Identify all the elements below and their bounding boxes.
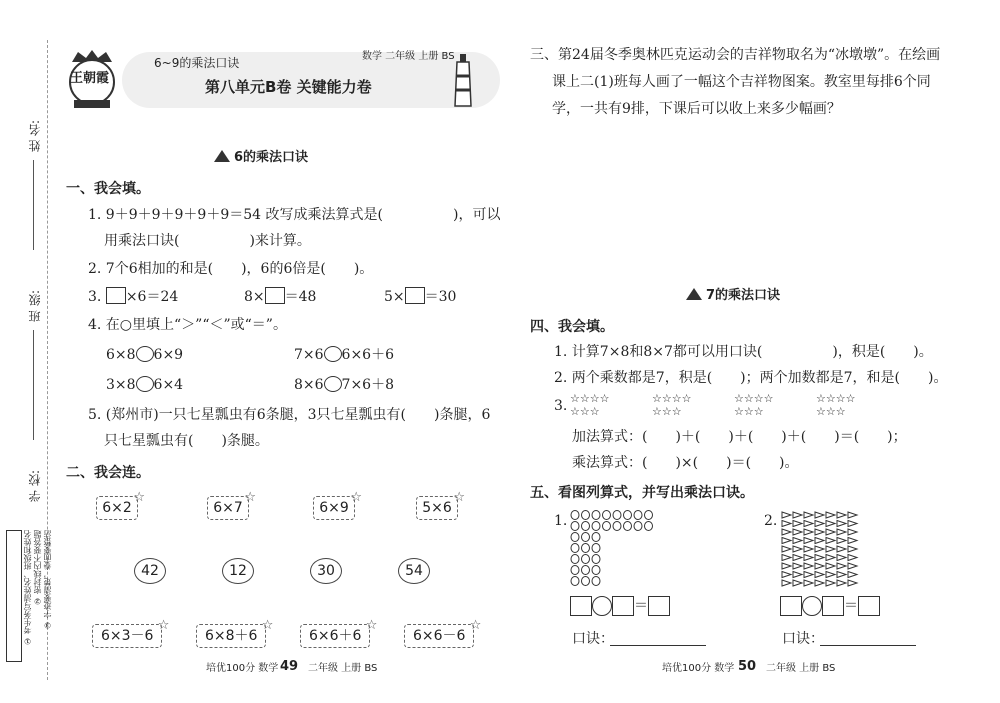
flag-mark bbox=[848, 538, 857, 544]
answer-box[interactable] bbox=[648, 596, 670, 616]
flag-mark bbox=[782, 555, 791, 561]
part3-line-1: 三、第24届冬季奥林匹克运动会的吉祥物取名为“冰墩墩”。在绘画 bbox=[530, 47, 941, 63]
loop-grid bbox=[570, 510, 660, 594]
flag-mark bbox=[804, 555, 813, 561]
loop-mark bbox=[645, 511, 653, 520]
equation-1: ＝ bbox=[570, 596, 670, 616]
q3-item-3: 5× ＝30 bbox=[384, 289, 457, 305]
flag-mark bbox=[815, 563, 824, 569]
q5-line-a: 5. (郑州市)一只七星瓢虫有6条腿，3只七星瓢虫有( )条腿，6 bbox=[88, 407, 491, 423]
star-group: ☆☆☆☆ ☆☆☆ bbox=[570, 392, 610, 418]
flag-mark bbox=[815, 546, 824, 552]
loop-mark bbox=[582, 522, 590, 531]
loop-mark bbox=[634, 522, 642, 531]
loop-mark bbox=[571, 544, 579, 553]
compare-circle[interactable] bbox=[324, 346, 342, 362]
star-group: ☆☆☆☆ ☆☆☆ bbox=[734, 392, 774, 418]
loop-mark bbox=[613, 522, 621, 531]
flag-mark bbox=[793, 555, 802, 561]
star-group: ☆☆☆☆ ☆☆☆ bbox=[816, 392, 856, 418]
kou-label-2: 口诀： bbox=[782, 631, 824, 647]
flag-mark bbox=[826, 580, 835, 586]
loop-mark bbox=[582, 533, 590, 542]
loop-mark bbox=[592, 522, 600, 531]
flag-mark bbox=[782, 580, 791, 586]
part5-title: 五、看图列算式，并写出乘法口诀。 bbox=[530, 485, 754, 501]
flag-mark bbox=[793, 512, 802, 518]
flag-mark bbox=[793, 563, 802, 569]
flag-mark bbox=[826, 529, 835, 535]
binding-note-3: ③ 字迹要清楚，卷面要整洁 bbox=[43, 530, 52, 630]
connect-card-top[interactable]: 6×9 ☆ bbox=[313, 496, 355, 520]
connect-circle[interactable]: 30 bbox=[310, 558, 342, 584]
answer-box[interactable] bbox=[780, 596, 802, 616]
part4-title: 四、我会填。 bbox=[530, 319, 614, 335]
q4-line: 4. 在○里填上“＞”“＜”或“＝”。 bbox=[88, 317, 287, 333]
binding-notes-box bbox=[6, 530, 22, 662]
flag-grid bbox=[780, 510, 870, 594]
flag-mark bbox=[782, 563, 791, 569]
flag-mark bbox=[804, 563, 813, 569]
flag-mark bbox=[782, 529, 791, 535]
flag-mark bbox=[815, 521, 824, 527]
flag-mark bbox=[815, 580, 824, 586]
flag-mark bbox=[848, 555, 857, 561]
flag-mark bbox=[826, 512, 835, 518]
lighthouse-icon bbox=[452, 52, 474, 108]
operator-circle[interactable] bbox=[802, 596, 822, 616]
flag-mark bbox=[804, 512, 813, 518]
q2-line: 2. 7个6相加的和是( )，6的6倍是( )。 bbox=[88, 261, 374, 277]
connect-card-bottom[interactable]: 6×3－6 ☆ bbox=[92, 624, 162, 648]
loop-mark bbox=[582, 566, 590, 575]
logo-text: 王朝霞 bbox=[70, 71, 110, 86]
star-icon: ☆ bbox=[365, 618, 378, 633]
blank-box[interactable] bbox=[405, 287, 425, 304]
loop-mark bbox=[571, 511, 579, 520]
part1-title: 一、我会填。 bbox=[66, 181, 150, 197]
loop-mark bbox=[571, 522, 579, 531]
loop-mark bbox=[603, 522, 611, 531]
flag-mark bbox=[804, 538, 813, 544]
footer-left-text: 培优100分 数学 bbox=[206, 663, 279, 674]
star-icon: ☆ bbox=[261, 618, 274, 633]
page-title: 第八单元B卷 关键能力卷 bbox=[205, 78, 372, 96]
flag-mark bbox=[826, 521, 835, 527]
flag-mark bbox=[793, 546, 802, 552]
flag-mark bbox=[815, 572, 824, 578]
flag-mark bbox=[793, 529, 802, 535]
operator-circle[interactable] bbox=[592, 596, 612, 616]
kou-answer-line-1[interactable] bbox=[610, 645, 706, 646]
loop-mark bbox=[571, 533, 579, 542]
flag-mark bbox=[793, 521, 802, 527]
kou-answer-line-2[interactable] bbox=[820, 645, 916, 646]
q3-line: 3. ×6＝24 bbox=[88, 289, 179, 305]
loop-mark bbox=[582, 577, 590, 586]
star-icon: ☆ bbox=[244, 490, 256, 505]
flag-mark bbox=[837, 512, 846, 518]
flag-mark bbox=[837, 546, 846, 552]
footer-right-rest: 二年级 上册 BS bbox=[766, 663, 836, 674]
answer-box[interactable] bbox=[858, 596, 880, 616]
flag-mark bbox=[826, 563, 835, 569]
flag-mark bbox=[848, 563, 857, 569]
loop-mark bbox=[624, 522, 632, 531]
flag-mark bbox=[848, 529, 857, 535]
loop-mark bbox=[624, 511, 632, 520]
flag-mark bbox=[782, 521, 791, 527]
star-icon: ☆ bbox=[469, 618, 482, 633]
compare-circle[interactable] bbox=[136, 376, 154, 392]
pic1-label: 1. bbox=[554, 513, 568, 529]
flag-mark bbox=[837, 521, 846, 527]
multiplication-line: 乘法算式：( )×( )＝( )。 bbox=[572, 455, 799, 471]
flag-mark bbox=[815, 512, 824, 518]
section-heading-7: 7的乘法口诀 bbox=[686, 284, 780, 303]
flag-mark bbox=[837, 529, 846, 535]
loop-mark bbox=[634, 511, 642, 520]
loop-mark bbox=[592, 533, 600, 542]
page-number-right: 50 bbox=[738, 659, 757, 674]
connect-card-top[interactable]: 6×7 ☆ bbox=[207, 496, 249, 520]
connect-card-bottom[interactable]: 6×6－6 ☆ bbox=[404, 624, 474, 648]
addition-line: 加法算式：( )＋( )＋( )＋( )＝( )； bbox=[572, 429, 907, 445]
sail-icon bbox=[214, 150, 230, 162]
part4-q2: 2. 两个乘数都是7，积是( )；两个加数都是7，和是( )。 bbox=[554, 370, 948, 386]
flag-mark bbox=[826, 572, 835, 578]
loop-mark bbox=[571, 577, 579, 586]
part4-q1: 1. 计算7×8和8×7都可以用口诀( )，积是( )。 bbox=[554, 344, 933, 360]
flag-mark bbox=[804, 572, 813, 578]
school-label: 学 校: bbox=[28, 470, 42, 502]
loop-mark bbox=[582, 544, 590, 553]
q1-line-a: 1. 9＋9＋9＋9＋9＋9＝54 改写成乘法算式是( )，可以 bbox=[88, 207, 501, 223]
compare-row-1a: 6×8 6×9 bbox=[106, 347, 184, 363]
class-underline bbox=[33, 330, 34, 440]
compare-circle[interactable] bbox=[136, 346, 154, 362]
flag-mark bbox=[826, 555, 835, 561]
flag-mark bbox=[848, 512, 857, 518]
loop-mark bbox=[613, 511, 621, 520]
connect-circle[interactable]: 42 bbox=[134, 558, 166, 584]
equation-2: ＝ bbox=[780, 596, 880, 616]
loop-mark bbox=[571, 555, 579, 564]
flag-mark bbox=[815, 538, 824, 544]
part3-line-3: 学，一共有9排，下课后可以收上来多少幅画？ bbox=[552, 101, 841, 117]
flag-mark bbox=[782, 512, 791, 518]
section-heading-6: 6的乘法口诀 bbox=[214, 146, 308, 165]
loop-mark bbox=[603, 511, 611, 520]
flag-mark bbox=[804, 521, 813, 527]
flag-mark bbox=[804, 580, 813, 586]
footer-left-rest: 二年级 上册 BS bbox=[308, 663, 378, 674]
connect-circle[interactable]: 54 bbox=[398, 558, 430, 584]
compare-circle[interactable] bbox=[324, 376, 342, 392]
blank-box[interactable] bbox=[106, 287, 126, 304]
name-label: 姓 名: bbox=[28, 120, 42, 152]
flag-mark bbox=[837, 555, 846, 561]
loop-mark bbox=[592, 544, 600, 553]
flag-mark bbox=[848, 521, 857, 527]
star-icon: ☆ bbox=[133, 490, 145, 505]
class-label: 班 级: bbox=[28, 290, 42, 322]
flag-mark bbox=[782, 546, 791, 552]
connect-card-top[interactable]: 5×6 ☆ bbox=[416, 496, 458, 520]
answer-box[interactable] bbox=[612, 596, 634, 616]
flag-mark bbox=[837, 580, 846, 586]
loop-mark bbox=[592, 577, 600, 586]
kou-label-1: 口诀： bbox=[572, 631, 614, 647]
flag-mark bbox=[782, 572, 791, 578]
flag-mark bbox=[826, 538, 835, 544]
sail-icon bbox=[686, 288, 702, 300]
connect-card-bottom[interactable]: 6×8＋6 ☆ bbox=[196, 624, 266, 648]
page-number-left: 49 bbox=[280, 659, 299, 674]
part4-q3-label: 3. bbox=[554, 398, 568, 414]
answer-box[interactable] bbox=[822, 596, 844, 616]
connect-card-top[interactable]: 6×2 ☆ bbox=[96, 496, 138, 520]
loop-mark bbox=[571, 566, 579, 575]
pic2-label: 2. bbox=[764, 513, 778, 529]
flag-mark bbox=[815, 529, 824, 535]
flag-mark bbox=[837, 572, 846, 578]
connect-card-bottom[interactable]: 6×6＋6 ☆ bbox=[300, 624, 370, 648]
footer-right-text: 培优100分 数学 bbox=[662, 663, 735, 674]
flag-mark bbox=[837, 538, 846, 544]
star-icon: ☆ bbox=[350, 490, 362, 505]
flag-mark bbox=[848, 580, 857, 586]
q1-line-b: 用乘法口诀( )来计算。 bbox=[104, 233, 311, 249]
q5-line-b: 只七星瓢虫有( )条腿。 bbox=[104, 433, 269, 449]
flag-mark bbox=[804, 529, 813, 535]
compare-row-1b: 7×6 6×6＋6 bbox=[294, 347, 394, 363]
star-group: ☆☆☆☆ ☆☆☆ bbox=[652, 392, 692, 418]
loop-mark bbox=[592, 555, 600, 564]
flag-mark bbox=[782, 538, 791, 544]
compare-row-2a: 3×8 6×4 bbox=[106, 377, 184, 393]
compare-row-2b: 8×6 7×6＋8 bbox=[294, 377, 394, 393]
flag-mark bbox=[793, 538, 802, 544]
flag-mark bbox=[793, 572, 802, 578]
flag-mark bbox=[815, 555, 824, 561]
binding-note-1: ① 考生务写清姓名、班级和姓名 bbox=[23, 530, 32, 646]
loop-mark bbox=[582, 555, 590, 564]
binding-note-2: ② 密封线内不要答题 bbox=[33, 530, 42, 606]
loop-mark bbox=[592, 566, 600, 575]
subject-info: 数学 二年级 上册 BS bbox=[362, 51, 455, 62]
q3-item-2: 8× ＝48 bbox=[244, 289, 317, 305]
loop-mark bbox=[582, 511, 590, 520]
flag-mark bbox=[837, 563, 846, 569]
connect-circle[interactable]: 12 bbox=[222, 558, 254, 584]
loop-mark bbox=[592, 511, 600, 520]
flag-mark bbox=[848, 572, 857, 578]
name-underline bbox=[33, 160, 34, 250]
flag-mark bbox=[804, 546, 813, 552]
blank-box[interactable] bbox=[265, 287, 285, 304]
star-icon: ☆ bbox=[157, 618, 170, 633]
star-icon: ☆ bbox=[453, 490, 465, 505]
topic-left: 6~9的乘法口诀 bbox=[154, 56, 240, 70]
loop-mark bbox=[645, 522, 653, 531]
part2-title: 二、我会连。 bbox=[66, 465, 150, 481]
part3-line-2: 课上二(1)班每人画了一幅这个吉祥物图案。教室里每排6个同 bbox=[552, 74, 931, 90]
flag-mark bbox=[826, 546, 835, 552]
answer-box[interactable] bbox=[570, 596, 592, 616]
flag-mark bbox=[848, 546, 857, 552]
flag-mark bbox=[793, 580, 802, 586]
